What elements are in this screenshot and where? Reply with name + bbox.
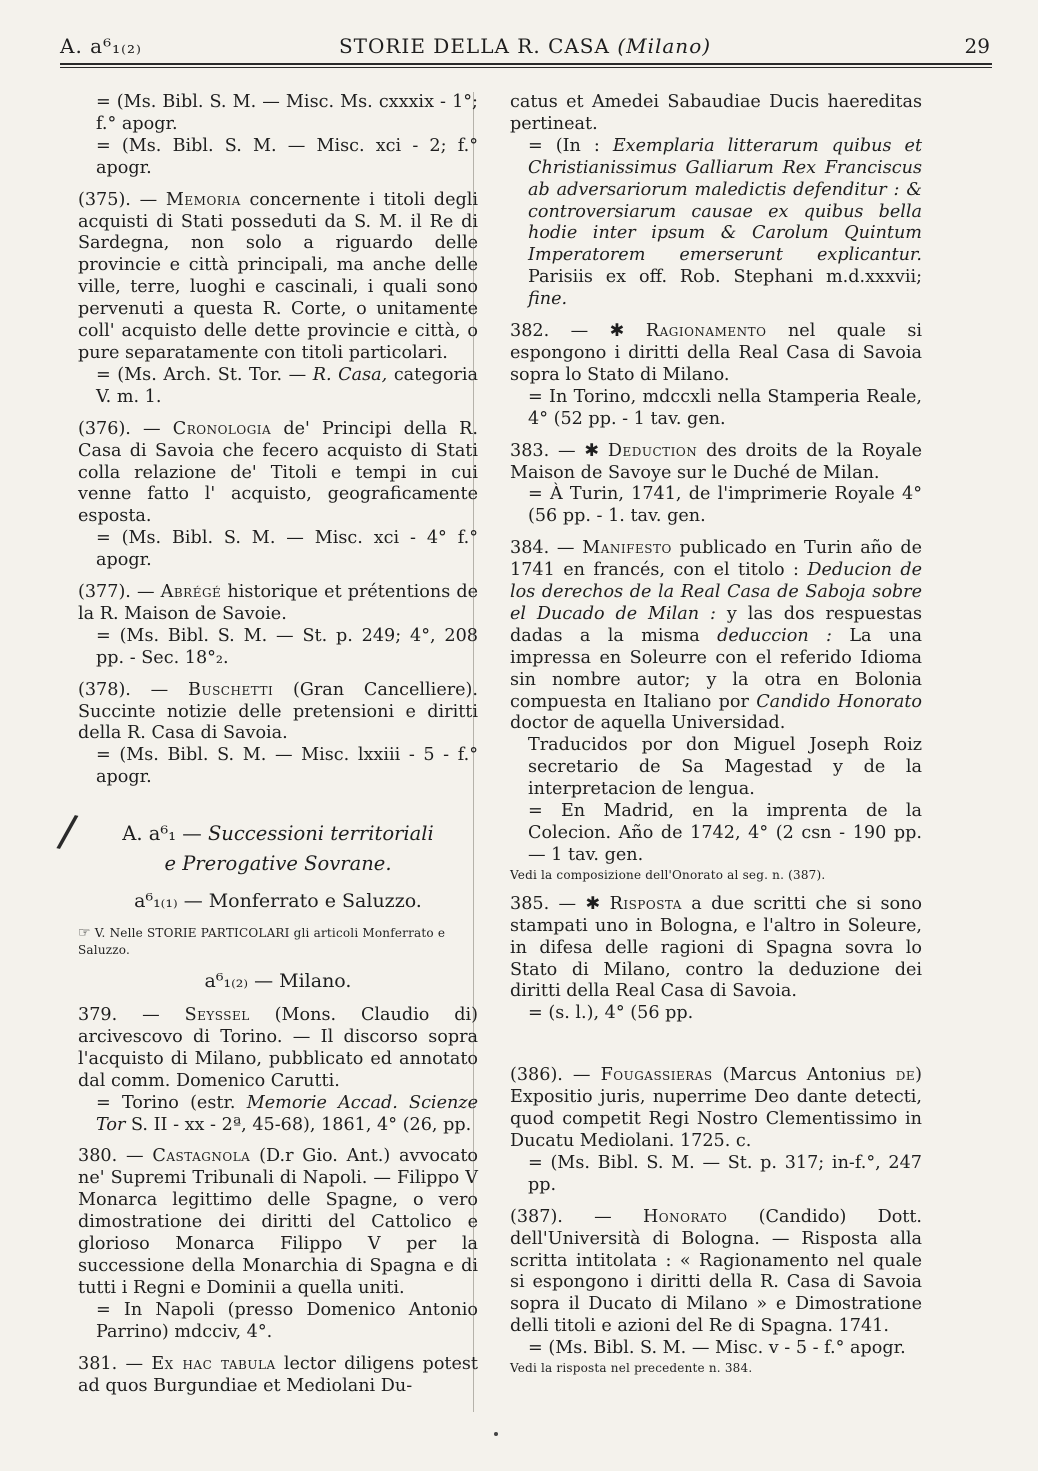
entry-381: 381. — Ex hac tabula lector diligens potest ad quos Burgundiae et Mediolani Du- bbox=[78, 1353, 478, 1396]
right-column bbox=[510, 92, 922, 1387]
entry-continuation: = (Ms. Bibl. S. M. — Misc. Ms. cxxxix - 1°; f.° apogr. = (Ms. Bibl. S. M. — Misc. xci - 2; f.° apogr. bbox=[96, 92, 478, 178]
entry-381-continued: catus et Amedei Sabaudiae Ducis haereditas pertineat. = (In : Exemplaria litterarum quibus et Christianissimus Galliarum Rex Franciscus ab adversariorum maledictis defenditur : & controversiarum causae ex quibus bella hodie inter ipsum & Carolum Quintum Imperatorem emerserunt explicantur. Parisiis ex off. Rob. Stephani m.d.xxxvii; fine. bbox=[510, 92, 923, 310]
entry-378: (378). — Buschetti (Gran Cancelliere). Succinte notizie delle pretensioni e diritti della R. Casa di Savoia. = (Ms. Bibl. S. M. — Misc. lxxiii - 5 - f.° apogr. bbox=[78, 679, 479, 788]
see-also-note: ☞ V. Nelle STORIE PARTICOLARI gli articoli Monferrato e Saluzzo. bbox=[78, 925, 446, 958]
entry-383: 383. — ✱ Deduction des droits de la Royale Maison de Savoye sur le Duché de Milan. = À Turin, 1741, de l'imprimerie Royale 4° (56 pp. - 1. tav. gen. bbox=[510, 440, 923, 527]
left-column bbox=[54, 92, 479, 1407]
spacer bbox=[510, 1035, 922, 1065]
page-number: 29 bbox=[964, 34, 990, 58]
entry-384-note: Vedi la composizione dell'Onorato al seg. n. (387). bbox=[510, 867, 826, 882]
header-rule bbox=[60, 63, 992, 65]
header-title: STORIE DELLA R. CASA (Milano) bbox=[338, 34, 712, 58]
pointing-hand-icon: ☞ bbox=[78, 925, 91, 942]
running-header bbox=[60, 28, 990, 68]
subsection-milano: a⁶₁₍₂₎ — Milano. bbox=[204, 970, 352, 993]
entry-382: 382. — ✱ Ragionamento nel quale si espongono i diritti della Real Casa di Savoia sopra lo Stato di Milano. = In Torino, mdccxli nella Stamperia Reale, 4° (52 pp. - 1 tav. gen. bbox=[510, 321, 922, 429]
subsection-monferrato: a⁶₁₍₁₎ — Monferrato e Saluzzo. bbox=[134, 890, 422, 913]
entry-379: 379. — Seyssel (Mons. Claudio di) arcivescovo di Torino. — Il discorso sopra l'acquisto di Milano, pubblicato ed annotato dal comm. Domenico Carutti. = Torino (estr. Memorie Accad. Scienze Tor S. II - xx - 2ª, 45-68), 1861, 4° (26, pp. bbox=[78, 1005, 478, 1135]
entry-380: 380. — Castagnola (D.r Gio. Ant.) avvocato ne' Supremi Tribunali di Napoli. — Filippo V Monarca legittimo delle Spagne, o vero dimostratione dei diritti del Cattolico e glorioso Monarca Filippo V per la successione della Monarchia di Spagna e di tutti i Regni e Dominii a quella uniti. = In Napoli (presso Domenico Antonio Parrino) mdcciv, 4°. bbox=[78, 1146, 478, 1342]
entry-377: (377). — Abrégé historique et prétentions de la R. Maison de Savoie. = (Ms. Bibl. S. M. — St. p. 249; 4°, 208 pp. - Sec. 18°₂. bbox=[78, 582, 478, 668]
entry-384: 384. — Manifesto publicado en Turin año de 1741 en francés, con el titolo : Deducion de los derechos de la Real Casa de Saboja sobre el Ducado de Milan : y las dos respuestas dadas a la misma deduccion : La una impressa en Soleurre con el referido Idioma sin nombre autor; y la otra en Bolonia compuesta en Italiano por Candido Honorato doctor de aquella Universidad. Traducidos por don Miguel Joseph Roiz secretario de Sa Magestad y de la interpretacion de lengua. = En Madrid, en la imprenta de la Colecion. Año de 1742, 4° (2 csn - 190 pp. — 1 tav. gen. Vedi la composizione dell'Onorato al seg. n. (387). bbox=[510, 538, 923, 882]
entry-376: (376). — Cronologia de' Principi della R. Casa di Savoia che fecero acquisto di Stati colla relazione de' Titoli e tempi in cui venne fatto l' acquisto, geograficamente esposta. = (Ms. Bibl. S. M. — Misc. xci - 4° f.° apogr. bbox=[78, 418, 479, 571]
header-rule-thin bbox=[60, 67, 992, 68]
header-section-code: A. a⁶₁₍₂₎ bbox=[60, 34, 142, 58]
page-mark bbox=[494, 1432, 498, 1436]
entry-386: (386). — Fougassieras (Marcus Antonius de) Expositio juris, nuperrime Deo dante detecti, quod competit Regi Nostro Clementissimo in Ducatu Mediolani. 1725. c. = (Ms. Bibl. S. M. — St. p. 317; in-f.°, 247 pp. bbox=[510, 1065, 923, 1195]
entry-387: (387). — Honorato (Candido) Dott. dell'Università di Bologna. — Risposta alla scritta intitolata : « Ragionamento nel quale si espongono i diritti della R. Casa di Savoia sopra il Ducato di Milano » e Dimostratione delli titoli e azioni del Re di Spagna. 1741. = (Ms. Bibl. S. M. — Misc. v - 5 - f.° apogr. Vedi la risposta nel precedente n. 384. bbox=[510, 1206, 923, 1376]
entry-385: 385. — ✱ Risposta a due scritti che si sono stampati uno in Bologna, e l'altro in Soleure, in difesa delle ragioni di Spagna sovra lo Stato di Milano, contro la deduzione dei diritti della Real Casa di Savoia. = (s. l.), 4° (56 pp. bbox=[510, 893, 923, 1024]
entry-387-note: Vedi la risposta nel precedente n. 384. bbox=[510, 1361, 753, 1376]
section-heading: / A. a⁶₁ — Successioni territoriali e Prerogative Sovrane. bbox=[54, 805, 434, 876]
entry-375: (375). — Memoria concernente i titoli degli acquisti di Stati posseduti da S. M. il Re di Sardegna, non solo a riguardo delle provincie e città principali, ma anche delle ville, terre, luoghi e cascinali, i quali sono pervenuti a questa R. Corte, o unitamente coll' acquisto delle dette provincie e città, o pure separatamente con titoli particolari. = (Ms. Arch. St. Tor. — R. Casa, categoria V. m. 1. bbox=[78, 189, 479, 407]
pen-mark-icon: / bbox=[54, 805, 81, 859]
